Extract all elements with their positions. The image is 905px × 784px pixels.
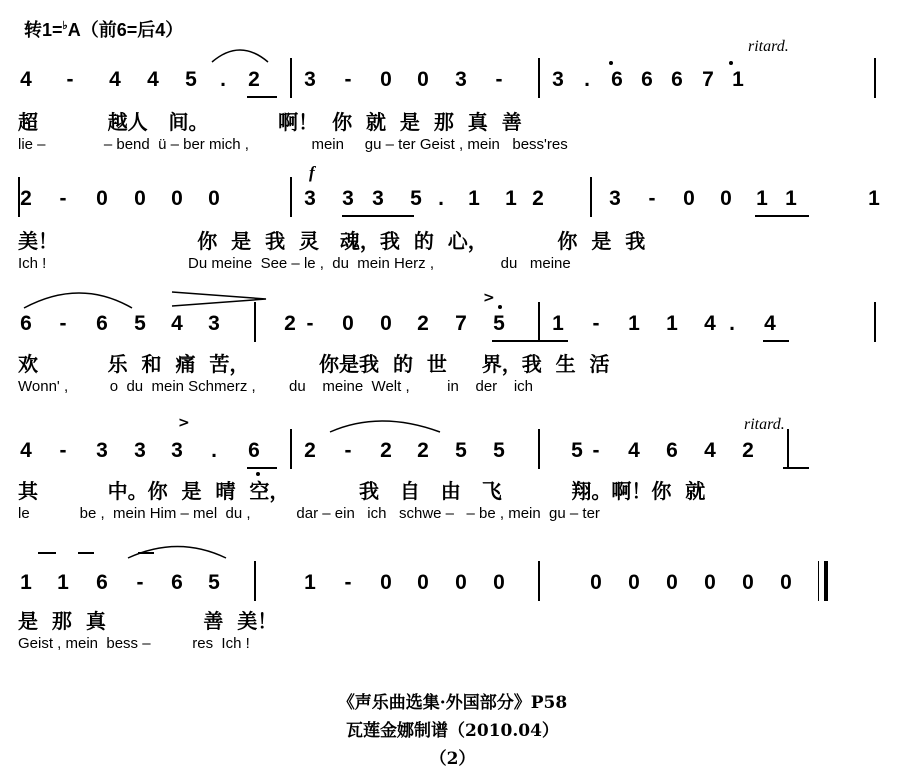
- ritard-marking-1: ritard.: [748, 38, 789, 55]
- note: 6: [641, 68, 653, 91]
- note: 0: [590, 571, 602, 594]
- note: 7: [702, 68, 714, 91]
- barline: [590, 177, 592, 217]
- note: 4: [704, 312, 716, 335]
- german-lyrics-row-1: lie – – bend ü – ber mich , mein gu – ter Geist , mein bess'res: [18, 136, 568, 153]
- dotted-rhythm: .: [584, 68, 590, 91]
- note: 3: [609, 187, 621, 210]
- eighth-underline: [247, 467, 277, 469]
- key-signature: 转1=♭A（前6=后4）: [24, 20, 184, 40]
- note: 6: [611, 68, 623, 91]
- note: 0: [417, 68, 429, 91]
- note: 0: [683, 187, 695, 210]
- note: 5: [134, 312, 146, 335]
- barline: [874, 302, 876, 342]
- note: 4: [628, 439, 640, 462]
- barline: [254, 302, 256, 342]
- eighth-underline: [342, 215, 414, 217]
- note: 0: [704, 571, 716, 594]
- upper-octave-dot: [729, 61, 733, 65]
- barline: [18, 177, 20, 217]
- barline: [538, 302, 540, 342]
- note: 1: [468, 187, 480, 210]
- barline: [787, 429, 789, 469]
- accent-marking-1: >: [483, 290, 495, 306]
- german-lyrics-row-5: Geist , mein bess – res Ich !: [18, 635, 250, 652]
- slur-2: [24, 293, 132, 308]
- note: 2: [417, 439, 429, 462]
- note: 2: [304, 439, 316, 462]
- note: 0: [628, 571, 640, 594]
- note: 1: [666, 312, 678, 335]
- note: 1: [552, 312, 564, 335]
- note: 3: [552, 68, 564, 91]
- note: 0: [96, 187, 108, 210]
- tie-dash: [78, 552, 94, 554]
- notes-row-1: [18, 68, 878, 100]
- sustain-dash: -: [59, 439, 67, 462]
- barline: [254, 561, 256, 601]
- dotted-rhythm: .: [220, 68, 226, 91]
- note: 5: [493, 312, 505, 335]
- sustain-dash: -: [59, 187, 67, 210]
- dotted-rhythm: .: [729, 312, 735, 335]
- note: 4: [764, 312, 776, 335]
- upper-octave-dot: [498, 305, 502, 309]
- note: 6: [96, 312, 108, 335]
- note: 1: [732, 68, 744, 91]
- note: 0: [208, 187, 220, 210]
- barline: [538, 58, 540, 98]
- sustain-dash: -: [59, 312, 67, 335]
- chinese-lyrics-row-1: 超 越人 间。 啊！ 你 就 是 那 真 善: [18, 110, 522, 134]
- note: 4: [20, 439, 32, 462]
- note: 1: [505, 187, 517, 210]
- note: 1: [756, 187, 768, 210]
- note: 4: [20, 68, 32, 91]
- note: 0: [380, 571, 392, 594]
- note: 0: [417, 571, 429, 594]
- final-barline-thin: [818, 561, 819, 601]
- note: 3: [171, 439, 183, 462]
- note: 3: [304, 187, 316, 210]
- note: 0: [720, 187, 732, 210]
- sustain-dash: -: [306, 312, 314, 335]
- dotted-rhythm: .: [211, 439, 217, 462]
- note: 2: [742, 439, 754, 462]
- chinese-lyrics-row-5: 是 那 真 善 美！: [18, 609, 278, 633]
- note: 0: [342, 312, 354, 335]
- sustain-dash: -: [344, 68, 352, 91]
- note: 1: [785, 187, 797, 210]
- note: 5: [185, 68, 197, 91]
- sustain-dash: -: [495, 68, 503, 91]
- note: 1: [868, 187, 880, 210]
- note: 6: [171, 571, 183, 594]
- note: 3: [304, 68, 316, 91]
- note: 6: [248, 439, 260, 462]
- note: 3: [342, 187, 354, 210]
- sustain-dash: -: [344, 439, 352, 462]
- german-lyrics-row-4: le be , mein Him – mel du , dar – ein ich schwe – – be , mein gu – ter: [18, 505, 600, 522]
- note: 5: [208, 571, 220, 594]
- note: 1: [304, 571, 316, 594]
- notes-row-5: [18, 571, 878, 603]
- note: 0: [455, 571, 467, 594]
- note: 3: [134, 439, 146, 462]
- eighth-underline: [763, 340, 789, 342]
- sustain-dash: -: [592, 439, 600, 462]
- barline: [538, 429, 540, 469]
- note: 0: [742, 571, 754, 594]
- note: 4: [171, 312, 183, 335]
- eighth-underline: [755, 215, 809, 217]
- note: 5: [455, 439, 467, 462]
- note: 0: [171, 187, 183, 210]
- note: 3: [96, 439, 108, 462]
- note: 3: [208, 312, 220, 335]
- note: 2: [284, 312, 296, 335]
- note: 2: [20, 187, 32, 210]
- note: 2: [380, 439, 392, 462]
- note: 0: [780, 571, 792, 594]
- slur-3: [330, 421, 440, 432]
- barline: [290, 177, 292, 217]
- notes-row-2: [18, 187, 878, 219]
- note: 0: [134, 187, 146, 210]
- note: 0: [380, 312, 392, 335]
- eighth-underline: [247, 96, 277, 98]
- final-barline: [824, 561, 828, 601]
- note: 3: [455, 68, 467, 91]
- eighth-underline: [783, 467, 809, 469]
- note: 0: [666, 571, 678, 594]
- note: 0: [380, 68, 392, 91]
- note: 6: [96, 571, 108, 594]
- note: 4: [109, 68, 121, 91]
- tie-dash: [138, 552, 154, 554]
- chinese-lyrics-row-3: 欢 乐 和 痛 苦， 你是我 的 世 界，我 生 活: [18, 352, 610, 376]
- german-lyrics-row-2: Ich ! Du meine See – le , du mein Herz , du meine: [18, 255, 571, 272]
- german-lyrics-row-3: Wonn' , o du mein Schmerz , du meine Welt , in der ich: [18, 378, 534, 395]
- note: 5: [493, 439, 505, 462]
- eighth-underline: [492, 340, 568, 342]
- note: 4: [704, 439, 716, 462]
- note: 6: [666, 439, 678, 462]
- source-caption: 《声乐曲选集·外国部分》P58: [337, 693, 568, 713]
- sustain-dash: -: [344, 571, 352, 594]
- page-number: （2）: [429, 749, 476, 769]
- slur-1: [212, 50, 268, 62]
- sustain-dash: -: [136, 571, 144, 594]
- barline: [538, 561, 540, 601]
- chinese-lyrics-row-2: 美！ 你 是 我 灵 魂，我 的 心， 你 是 我: [18, 229, 646, 253]
- sustain-dash: -: [66, 68, 74, 91]
- note: 3: [372, 187, 384, 210]
- barline: [874, 58, 876, 98]
- note: 5: [571, 439, 583, 462]
- accent-marking-2: >: [178, 415, 190, 431]
- note: 7: [455, 312, 467, 335]
- note: 4: [147, 68, 159, 91]
- barline: [290, 58, 292, 98]
- ritard-marking-2: ritard.: [744, 416, 785, 433]
- hairpin-decrescendo: [172, 292, 266, 306]
- note: 2: [532, 187, 544, 210]
- notes-row-3: [18, 312, 878, 344]
- barline: [290, 429, 292, 469]
- maker-caption: 瓦莲金娜制谱（2010.04）: [346, 721, 559, 741]
- dotted-rhythm: .: [438, 187, 444, 210]
- sustain-dash: -: [592, 312, 600, 335]
- note: 6: [20, 312, 32, 335]
- note: 2: [417, 312, 429, 335]
- note: 0: [493, 571, 505, 594]
- forte-marking: f: [309, 163, 315, 182]
- note: 6: [671, 68, 683, 91]
- sustain-dash: -: [648, 187, 656, 210]
- note: 2: [248, 68, 260, 91]
- upper-octave-dot: [609, 61, 613, 65]
- notes-row-4: [18, 439, 878, 471]
- chinese-lyrics-row-4: 其 中。你 是 晴 空， 我 自 由 飞 翔。啊！你 就: [18, 479, 706, 503]
- note: 1: [20, 571, 32, 594]
- note: 5: [410, 187, 422, 210]
- note: 1: [628, 312, 640, 335]
- note: 1: [57, 571, 69, 594]
- tie-dash: [38, 552, 56, 554]
